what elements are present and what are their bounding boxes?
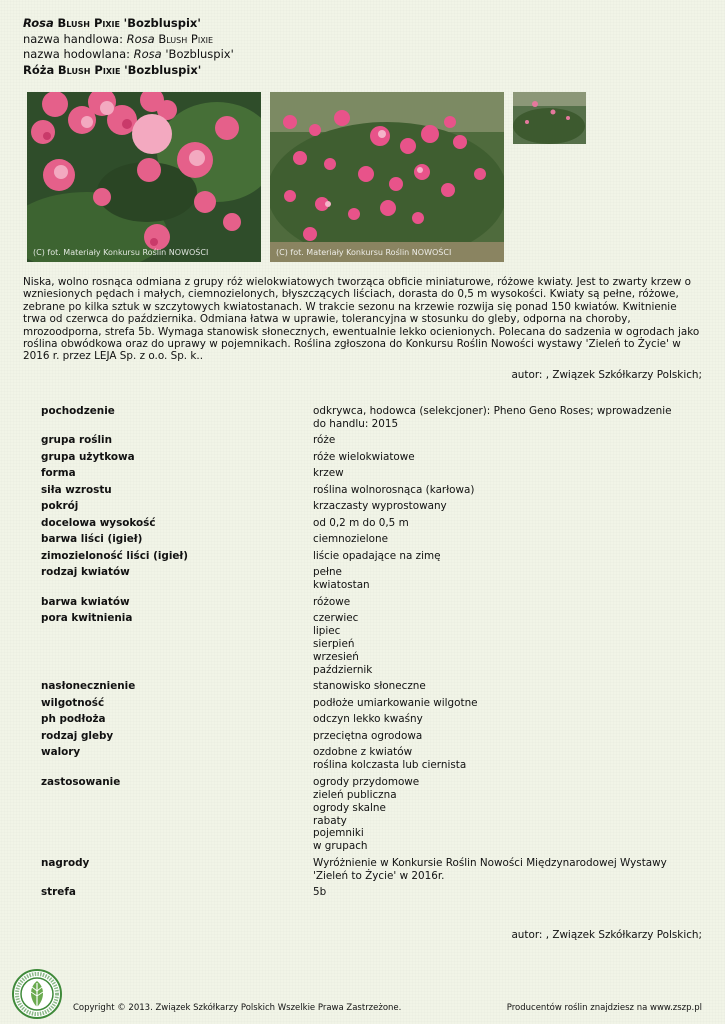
property-value-line: przeciętna ogrodowa <box>313 729 423 742</box>
property-value <box>313 746 686 775</box>
property-value-line: od 0,2 m do 0,5 m <box>313 516 409 529</box>
property-row <box>41 680 686 697</box>
trade-name: Blush Pixie <box>57 16 121 30</box>
property-key: forma <box>41 467 76 480</box>
property-value-line: w grupach <box>313 840 368 853</box>
property-value-line: podłoże umiarkowanie wilgotne <box>313 696 478 709</box>
property-value <box>313 612 686 680</box>
property-value-line: roślina kolczasta lub ciernista <box>313 759 467 772</box>
property-value-line: lipiec <box>313 625 341 638</box>
producers-link[interactable]: Producentów roślin znajdziesz na www.zszp.pl <box>506 1003 702 1013</box>
author-credit: autor: , Związek Szkółkarzy Polskich; <box>511 369 702 381</box>
author-credit-bottom: autor: , Związek Szkółkarzy Polskich; <box>511 929 702 941</box>
property-key: wilgotność <box>41 696 105 709</box>
property-value-line: ogrody skalne <box>313 801 386 814</box>
property-value <box>313 713 686 730</box>
copyright-text: Copyright © 2013. Związek Szkółkarzy Polskich Wszelkie Prawa Zastrzeżone. <box>73 1003 402 1013</box>
trade-name-line: nazwa handlowa: Rosa Blush Pixie <box>23 31 214 46</box>
property-key: pora kwitnienia <box>41 612 133 625</box>
property-value <box>313 886 686 903</box>
property-value <box>313 533 686 550</box>
latin-genus: Rosa <box>23 16 54 30</box>
property-value-line: różowe <box>313 595 351 608</box>
property-value <box>313 697 686 714</box>
property-row <box>41 484 686 501</box>
property-value-line: liście opadające na zimę <box>313 549 441 562</box>
property-value-line: róże <box>313 434 336 447</box>
property-key: nasłonecznienie <box>41 680 136 693</box>
property-value-line: krzew <box>313 467 344 480</box>
property-row <box>41 405 686 434</box>
property-value <box>313 467 686 484</box>
property-key: nagrody <box>41 856 90 869</box>
property-row <box>41 467 686 484</box>
property-row <box>41 886 686 903</box>
property-value <box>313 776 686 857</box>
property-key: siła wzrostu <box>41 483 112 496</box>
property-value-line: pojemniki <box>313 827 364 840</box>
property-value-line: ogrody przydomowe <box>313 775 420 788</box>
property-row <box>41 697 686 714</box>
property-key: pochodzenie <box>41 405 115 417</box>
cultivar-name: 'Bozbluspix' <box>123 16 201 30</box>
property-value-line: ozdobne z kwiatów <box>313 746 413 759</box>
latin-name-line <box>23 16 234 32</box>
property-value-line: październik <box>313 663 373 676</box>
property-key: docelowa wysokość <box>41 516 156 529</box>
property-row <box>41 713 686 730</box>
plant-description: Niska, wolno rosnąca odmiana z grupy róż wielokwiatowych tworząca obficie miniaturowe, różowe kwiaty. Jest to zwarty krzew o wzniesionych pędach i małych, ciemnozielonych, błyszczących liściach, dorasta do 0,5 m wysokości. Kwiaty są pełne, różowe, zebrane po kilka sztuk w szczytowych kwiatostanach. W trakcie sezonu na krzewie rozwija się ponad 150 kwiatów. Kwitnienie trwa od czerwca do października. Odmiana łatwa w uprawie, tolerancyjna w stosunku do gleby, odporna na choroby, mrozoodporna, strefa 5b. Wymaga stanowisk słonecznych, ewentualnie lekko ocienionych. Polecana do sadzenia w ogrodach jako roślina obwódkowa oraz do uprawy w pojemnikach. Roślina zgłoszona do Konkursu Roślin Nowości wystawy 'Zieleń to Życie' w 2016 r. przez LEJA Sp. z o.o. Sp. k.. <box>23 276 700 363</box>
property-key: ph podłoża <box>41 713 106 726</box>
property-value <box>313 550 686 567</box>
photo-caption: (C) fot. Materiały Konkursu Roślin NOWOŚCI <box>276 248 452 257</box>
property-value <box>313 484 686 501</box>
polish-name-line: Róża Blush Pixie 'Bozbluspix' <box>23 62 202 77</box>
plant-properties-table <box>41 405 686 903</box>
property-value-line: czerwiec <box>313 612 359 625</box>
property-row <box>41 596 686 613</box>
rose-photo-bush[interactable] <box>270 92 504 262</box>
property-value <box>313 596 686 613</box>
breeder-name-line: nazwa hodowlana: Rosa 'Bozbluspix' <box>23 47 234 61</box>
zszp-logo[interactable] <box>12 969 62 1019</box>
property-row <box>41 612 686 680</box>
property-value-line: rabaty <box>313 814 347 827</box>
photo-caption: (C) fot. Materiały Konkursu Roślin NOWOŚCI <box>33 248 209 257</box>
property-value-line: Wyróżnienie w Konkursie Roślin Nowości Międzynarodowej Wystawy 'Zieleń to Życie' w 2016r. <box>313 856 667 882</box>
property-key: pokrój <box>41 500 79 513</box>
property-value-line: odkrywca, hodowca (selekcjoner): Pheno Geno Roses; wprowadzenie do handlu: 2015 <box>313 405 672 430</box>
property-row <box>41 857 686 886</box>
property-key: zimozieloność liści (igieł) <box>41 549 189 562</box>
plant-header <box>23 16 234 78</box>
property-row <box>41 730 686 747</box>
property-row <box>41 451 686 468</box>
property-row <box>41 533 686 550</box>
property-value <box>313 680 686 697</box>
property-value-line: pełne <box>313 566 342 579</box>
property-key: strefa <box>41 886 76 899</box>
property-key: grupa roślin <box>41 434 112 447</box>
property-value-line: stanowisko słoneczne <box>313 680 426 693</box>
property-row <box>41 566 686 595</box>
property-key: barwa liści (igieł) <box>41 533 143 546</box>
property-value-line: ciemnozielone <box>313 533 389 546</box>
property-value-line: zieleń publiczna <box>313 788 397 801</box>
property-row <box>41 517 686 534</box>
property-key: rodzaj gleby <box>41 729 114 742</box>
property-value-line: kwiatostan <box>313 579 370 592</box>
property-value-line: odczyn lekko kwaśny <box>313 713 423 726</box>
property-row <box>41 434 686 451</box>
property-row <box>41 500 686 517</box>
property-value <box>313 857 686 886</box>
rose-photo-closeup[interactable] <box>27 92 261 262</box>
property-value <box>313 730 686 747</box>
property-value-line: wrzesień <box>313 651 359 664</box>
rose-photo-thumbnail[interactable] <box>513 92 586 144</box>
property-row <box>41 550 686 567</box>
property-row <box>41 746 686 775</box>
property-row <box>41 776 686 857</box>
property-value-line: róże wielokwiatowe <box>313 450 415 463</box>
property-value <box>313 566 686 595</box>
property-key: grupa użytkowa <box>41 450 135 463</box>
property-key: barwa kwiatów <box>41 595 130 608</box>
property-key: walory <box>41 746 81 759</box>
property-value-line: sierpień <box>313 638 355 651</box>
property-value <box>313 405 686 434</box>
property-value-line: krzaczasty wyprostowany <box>313 500 447 513</box>
property-value <box>313 451 686 468</box>
property-value <box>313 517 686 534</box>
property-value <box>313 434 686 451</box>
property-key: zastosowanie <box>41 775 121 788</box>
property-value-line: roślina wolnorosnąca (karłowa) <box>313 483 475 496</box>
property-key: rodzaj kwiatów <box>41 566 130 579</box>
property-value-line: 5b <box>313 886 327 899</box>
property-value <box>313 500 686 517</box>
